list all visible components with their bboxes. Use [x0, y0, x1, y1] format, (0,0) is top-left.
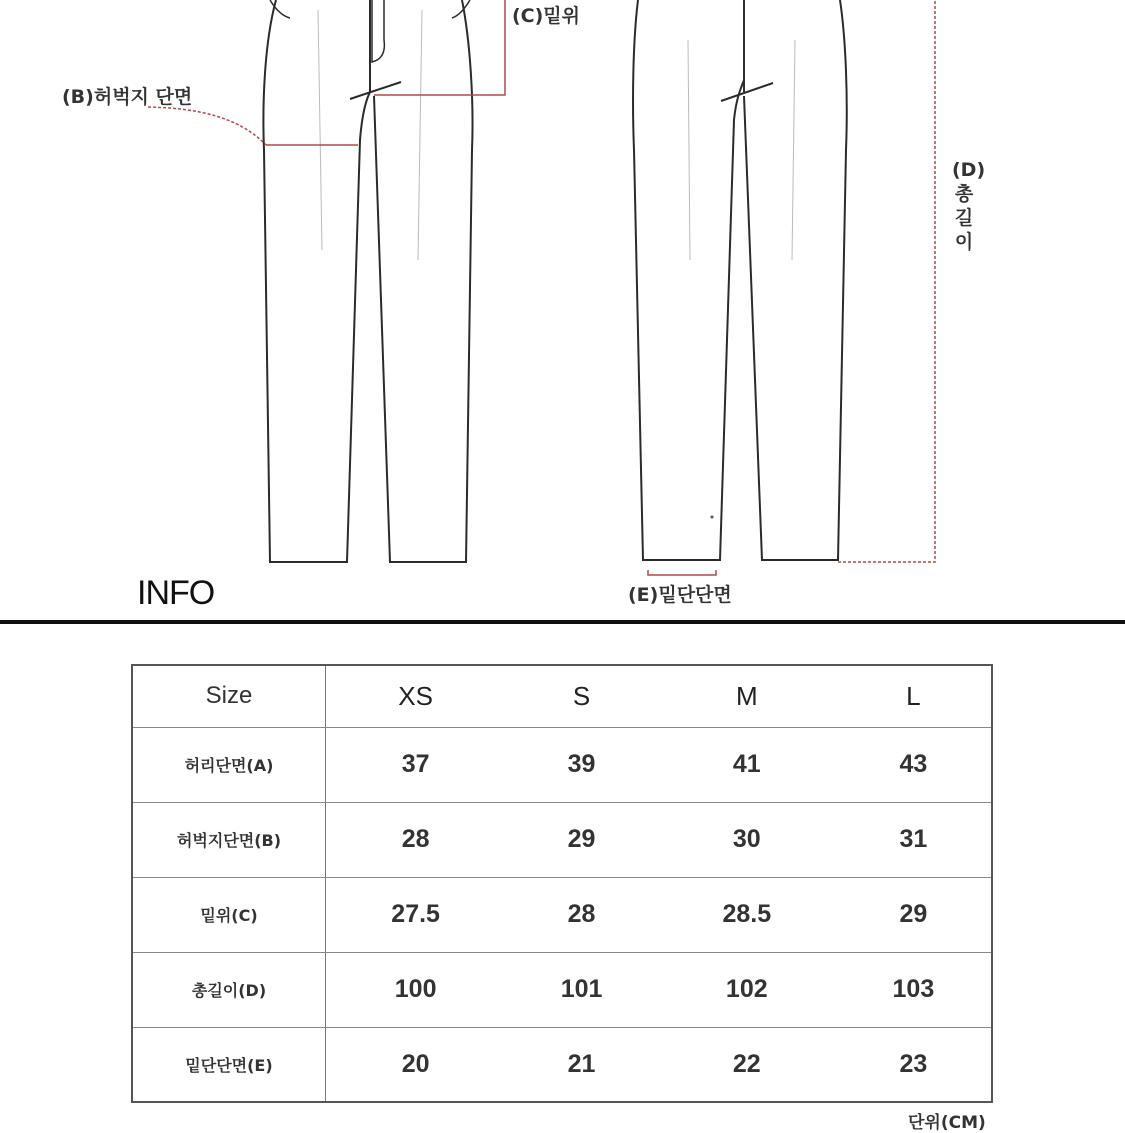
cell-value: 23 — [899, 1049, 928, 1078]
row-label: 총길이(D) — [132, 952, 326, 1027]
section-divider — [0, 620, 1125, 624]
label-c-rise: (C)밑위 — [512, 5, 581, 27]
back-pants-drawing — [633, 0, 847, 560]
row-label: 밑단단면(E) — [132, 1027, 326, 1102]
table-row — [132, 952, 992, 1027]
cell-value: 100 — [326, 952, 506, 1027]
label-d-part: (D) — [952, 159, 986, 181]
cell-value: 28 — [505, 877, 658, 952]
cell-value: 37 — [326, 727, 506, 802]
label-d-part: 총 — [954, 183, 974, 205]
cell-value: 103 — [836, 952, 992, 1027]
header-size: S — [505, 665, 658, 727]
table-row — [132, 877, 992, 952]
cell-value: 30 — [658, 802, 836, 877]
cell-value: 20 — [401, 1049, 430, 1078]
header-size: L — [836, 665, 992, 727]
cell-value: 39 — [505, 727, 658, 802]
unit-label: 단위(CM) — [908, 1113, 986, 1133]
cell-value: 21 — [567, 1049, 596, 1078]
row-label: 허벅지단면(B) — [132, 802, 326, 877]
header-size-label: Size — [132, 665, 326, 727]
label-d-part: 이 — [954, 231, 974, 253]
cell-value: 43 — [836, 727, 992, 802]
label-d-part: 길 — [954, 207, 974, 229]
front-dimension-lines — [148, 0, 505, 145]
row-label: 밑위(C) — [132, 877, 326, 952]
cell-value: 29 — [836, 877, 992, 952]
label-d-length — [952, 158, 986, 254]
cell-value: 41 — [658, 727, 836, 802]
row-label: 허리단면(A) — [132, 727, 326, 802]
cell-value: 28 — [326, 802, 506, 877]
cell-value: 27.5 — [326, 877, 506, 952]
back-dimension-lines — [648, 0, 935, 575]
size-table — [131, 664, 993, 1103]
label-e-hem: (E)밑단단면 — [628, 584, 732, 606]
info-title: INFO — [137, 574, 215, 612]
cell-value: 22 — [732, 1049, 761, 1078]
cell-value: 31 — [836, 802, 992, 877]
table-header-row — [132, 665, 992, 727]
table-row — [132, 727, 992, 802]
table-row — [132, 1027, 992, 1102]
front-pants-drawing — [263, 0, 472, 562]
cell-value: 102 — [658, 952, 836, 1027]
table-row — [132, 802, 992, 877]
label-b-thigh: (B)허벅지 단면 — [62, 86, 193, 108]
cell-value: 29 — [505, 802, 658, 877]
header-size: XS — [326, 665, 506, 727]
cell-value: 28.5 — [658, 877, 836, 952]
cell-value: 101 — [505, 952, 658, 1027]
header-size: M — [658, 665, 836, 727]
